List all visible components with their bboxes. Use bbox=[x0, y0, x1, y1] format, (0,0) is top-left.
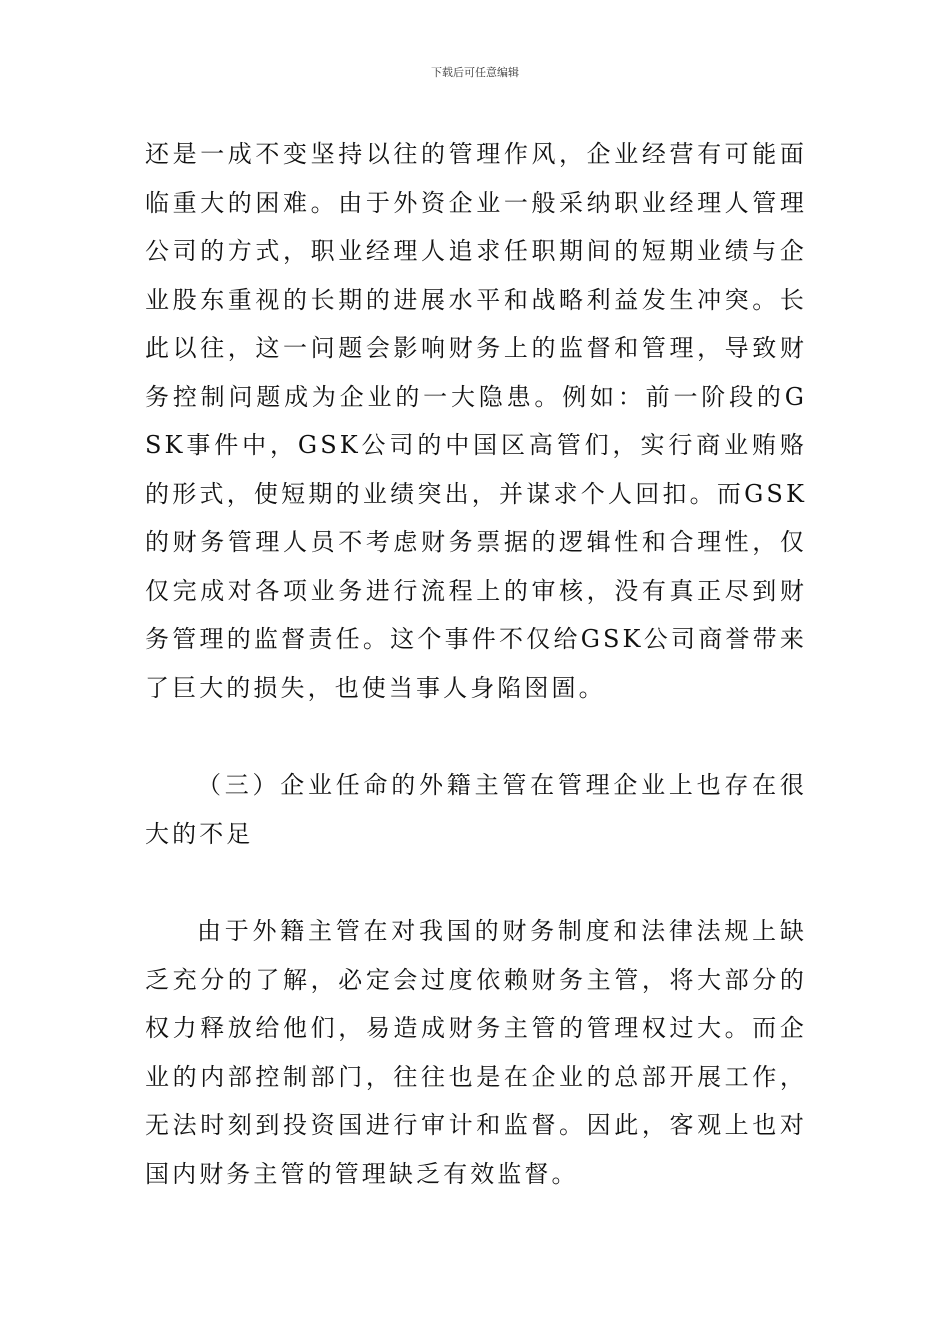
paragraph-spacer bbox=[145, 712, 807, 761]
page-header: 下载后可任意编辑 bbox=[431, 66, 519, 79]
section-heading-3: （三）企业任命的外籍主管在管理企业上也存在很大的不足 bbox=[145, 771, 807, 848]
paragraph-spacer bbox=[145, 858, 807, 907]
paragraph-body-2: 由于外籍主管在对我国的财务制度和法律法规上缺乏充分的了解，必定会过度依赖财务主管，将大部分的权力释放给他们，易造成财务主管的管理权过大。而企业的内部控制部门，往往也是在企业的总部开展工作，无法时刻到投资国进行审计和监督。因此，客观上也对国内财务主管的管理缺乏有效监督。 bbox=[145, 917, 807, 1188]
paragraph-body-1: 还是一成不变坚持以往的管理作风，企业经营有可能面临重大的困难。由于外资企业一般采纳职业经理人管理公司的方式，职业经理人追求任职期间的短期业绩与企业股东重视的长期的进展水平和战略利益发生冲突。长此以往，这一问题会影响财务上的监督和管理，导致财务控制问题成为企业的一大隐患。例如：前一阶段的GSK事件中，GSK公司的中国区高管们，实行商业贿赂的形式，使短期的业绩突出，并谋求个人回扣。而GSK的财务管理人员不考虑财务票据的逻辑性和合理性，仅仅完成对各项业务进行流程上的审核，没有真正尽到财务管理的监督责任。这个事件不仅给GSK公司商誉带来了巨大的损失，也使当事人身陷囹圄。 bbox=[145, 140, 807, 702]
document-body bbox=[145, 130, 807, 1198]
